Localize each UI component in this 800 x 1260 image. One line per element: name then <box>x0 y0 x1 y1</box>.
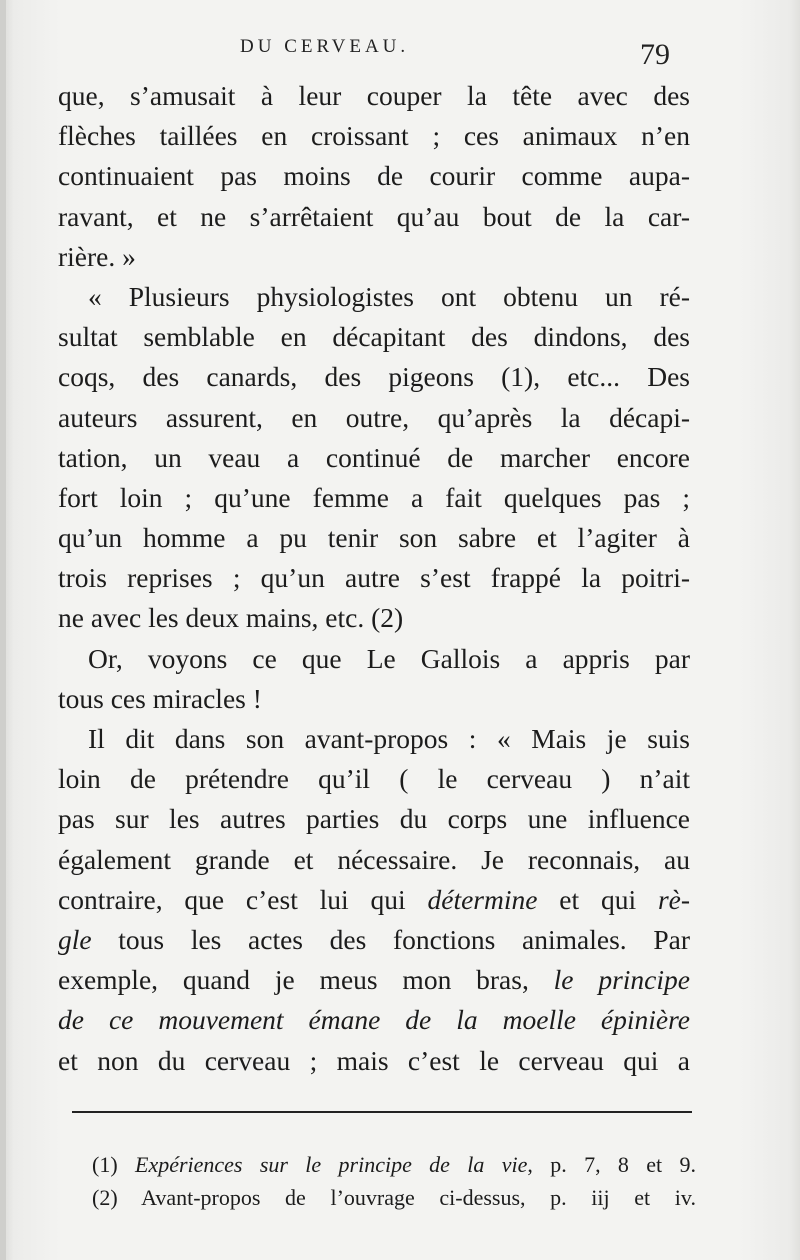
text-line <box>58 920 690 960</box>
italic-run: gle <box>58 923 92 955</box>
text-line: « Plusieurs physiologistes ont obtenu un ré- <box>88 280 690 312</box>
text-line: rière. » <box>58 240 136 272</box>
text-line: sultat semblable en décapitant des dindons, des <box>58 321 690 353</box>
page-number: 79 <box>640 38 670 71</box>
footnote-2 <box>92 1181 696 1214</box>
text-run: et qui <box>559 883 637 915</box>
footnote-divider <box>72 1111 692 1113</box>
text-line: trois reprises ; qu’un autre s’est frappé la poitri- <box>58 562 690 594</box>
text-line: fort loin ; qu’une femme a fait quelques pas ; <box>58 481 690 513</box>
italic-run: détermine <box>427 883 538 915</box>
text-run: contraire, que c’est lui qui <box>58 883 406 915</box>
text-line: ne avec les deux mains, etc. (2) <box>58 602 404 634</box>
text-line: loin de prétendre qu’il ( le cerveau ) n’ait <box>58 763 690 795</box>
footnote-text: Avant-propos de l’ouvrage ci-dessus, p. iij et iv. <box>141 1185 696 1210</box>
text-line <box>58 880 690 920</box>
text-line: Il dit dans son avant-propos : « Mais je suis <box>88 723 690 754</box>
text-line: tous ces miracles ! <box>58 682 262 714</box>
text-line: continuaient pas moins de courir comme aupa- <box>58 160 690 192</box>
text-run: exemple, quand je meus mon bras, <box>58 964 529 996</box>
footnotes <box>92 1148 696 1214</box>
footnote-1 <box>92 1148 696 1181</box>
text-line <box>58 960 690 1000</box>
italic-run: de ce mouvement émane de la moelle épinière <box>58 1004 690 1036</box>
footnote-title: Expériences sur le principe de la vie <box>135 1152 528 1177</box>
text-line: auteurs assurent, en outre, qu’après la décapi- <box>58 401 690 433</box>
body-text <box>58 76 690 1081</box>
running-head <box>0 30 800 70</box>
text-line: que, s’amusait à leur couper la tête avec des <box>58 80 690 111</box>
text-line: qu’un homme a pu tenir son sabre et l’agiter à <box>58 522 690 554</box>
italic-run: rè- <box>657 883 690 915</box>
text-run: tous les actes des fonctions animales. Par <box>118 923 690 955</box>
text-line <box>58 1000 690 1040</box>
text-line: flèches taillées en croissant ; ces animaux n’en <box>58 120 690 152</box>
text-line: et non du cerveau ; mais c’est le cerveau qui a <box>58 1044 690 1076</box>
text-line: également grande et nécessaire. Je reconnais, au <box>58 843 690 875</box>
text-line: pas sur les autres parties du corps une influence <box>58 803 690 835</box>
text-line: coqs, des canards, des pigeons (1), etc... Des <box>58 361 690 393</box>
text-line: Or, voyons ce que Le Gallois a appris par <box>88 642 690 674</box>
text-line: ravant, et ne s’arrêtaient qu’au bout de la car- <box>58 200 690 232</box>
footnote-marker: (2) <box>92 1185 118 1210</box>
page-gutter-shadow <box>0 0 6 1260</box>
italic-run: le principe <box>553 964 690 996</box>
running-title: DU CERVEAU. <box>240 36 410 57</box>
footnote-marker: (1) <box>92 1152 118 1177</box>
footnote-text: , p. 7, 8 et 9. <box>527 1152 696 1177</box>
text-line: tation, un veau a continué de marcher encore <box>58 441 690 473</box>
